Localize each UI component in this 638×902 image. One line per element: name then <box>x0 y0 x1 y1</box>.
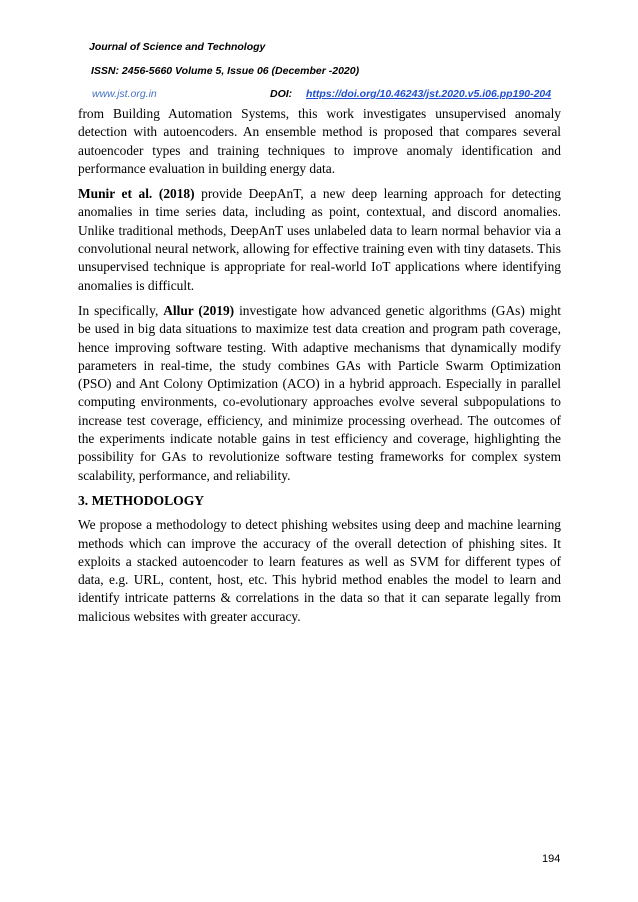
journal-website-link[interactable]: www.jst.org.in <box>92 88 157 100</box>
page-number: 194 <box>542 853 561 865</box>
citation-allur-2019: Allur (2019) <box>163 302 235 318</box>
section-heading-methodology: 3. METHODOLOGY <box>78 492 205 508</box>
paragraph-ga-intro: In specifically, <box>78 302 164 318</box>
paragraph-building-automation: from Building Automation Systems, this work investigates unsupervised anomaly detection with autoencoders. An ensemble method is proposed that compares several autoencoder types and training techniques to improve anomaly identification and performance evaluation in building energy data. <box>78 106 561 176</box>
doi-label: DOI: <box>270 88 293 100</box>
paragraph-deepant <box>78 185 561 295</box>
article-body <box>78 105 561 633</box>
paragraph-methodology: We propose a methodology to detect phishing websites using deep and machine learning methods which can improve the accuracy of the overall detection of phishing sites. It exploits a stacked autoencoder to learn features as well as SVM for different types of data, e.g. URL, content, host, etc. This hybrid method enables the model to learn and identify intricate patterns & correlations in the data so that it can separate legally from malicious websites with greater accuracy. <box>78 517 561 624</box>
doi-link[interactable]: https://doi.org/10.46243/jst.2020.v5.i06.pp190-204 <box>306 88 552 100</box>
citation-munir-2018: Munir et al. (2018) <box>78 186 195 202</box>
paragraph-ga-text: investigate how advanced genetic algorithms (GAs) might be used in big data situations to maximize test data creation and program path coverage, hence improving software testing. With adaptive mechanisms that dynamically modify parameters in real-time, the study combines GAs with Particle Swarm Optimization (PSO) and Ant Colony Optimization (ACO) in a hybrid approach. Especially in parallel computing environments, co-evolutionary approaches evolve several subpopulations to increase test coverage, efficiency, and minimize processing overhead. The outcomes of the experiments indicate notable gains in test efficiency and coverage, highlighting the possibility for GAs to revolutionize software testing frameworks for complex system scalability, performance, and reliability. <box>78 302 561 483</box>
issn-volume-issue: ISSN: 2456-5660 Volume 5, Issue 06 (December -2020) <box>91 65 360 77</box>
paragraph-genetic-algorithms <box>78 302 561 485</box>
paragraph-deepant-text: provide DeepAnT, a new deep learning approach for detecting anomalies in time series data, including as point, contextual, and discord anomalies. Unlike traditional methods, DeepAnT uses unlabeled data to learn normal behavior via a convolutional neural network, allowing for effective training even with tiny datasets. This unsupervised technique is appropriate for real-world IoT applications where identifying anomalies is difficult. <box>78 186 561 293</box>
journal-title: Journal of Science and Technology <box>89 41 266 53</box>
